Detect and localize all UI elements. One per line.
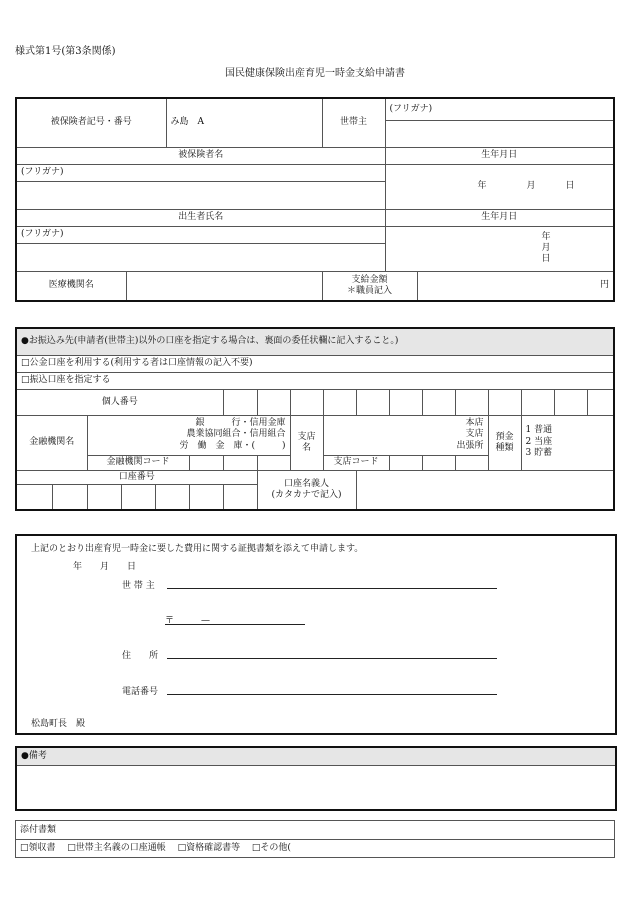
personal-number-digit[interactable] bbox=[389, 389, 422, 415]
household-head-furigana: (フリガナ) bbox=[385, 98, 614, 120]
personal-number-digit[interactable] bbox=[488, 389, 521, 415]
checkbox-specify-account[interactable] bbox=[21, 375, 30, 385]
account-number-digit[interactable] bbox=[189, 484, 223, 510]
insured-name-field[interactable] bbox=[16, 181, 385, 209]
month-label: 月 bbox=[541, 243, 551, 254]
personal-number-digit[interactable] bbox=[455, 389, 488, 415]
account-number-digit[interactable] bbox=[52, 484, 87, 510]
insured-furigana: (フリガナ) bbox=[16, 164, 385, 181]
insured-birth-label: 生年月日 bbox=[385, 147, 614, 164]
branch-code-digit[interactable] bbox=[455, 455, 488, 470]
financial-code-digit[interactable] bbox=[257, 455, 290, 470]
household-head-sign-label: 世 帯 主 bbox=[122, 581, 155, 591]
transfer-notice: ●お振込み先(申請者(世帯主)以外の口座を指定する場合は、裏面の委任状欄に記入すること。) bbox=[16, 328, 614, 355]
branch-type-options[interactable]: 本店 支店 出張所 bbox=[323, 415, 488, 455]
birth-person-name-field[interactable] bbox=[16, 243, 385, 271]
personal-number-digit[interactable] bbox=[257, 389, 290, 415]
household-head-name-field[interactable] bbox=[385, 120, 614, 147]
account-number-label: 口座番号 bbox=[16, 470, 257, 484]
statement-text: 上記のとおり出産育児一時金に要した費用に関する証拠書類を添えて申請します。 bbox=[31, 544, 364, 554]
financial-code-digit[interactable] bbox=[223, 455, 257, 470]
remarks-label: ●備考 bbox=[17, 748, 615, 766]
day-label: 日 bbox=[565, 181, 575, 192]
personal-number-digit[interactable] bbox=[290, 389, 323, 415]
personal-number-digit[interactable] bbox=[356, 389, 389, 415]
attachments-label: 添付書類 bbox=[16, 821, 615, 840]
bank-transfer-section bbox=[15, 327, 615, 511]
personal-number-digit[interactable] bbox=[422, 389, 455, 415]
day-label: 日 bbox=[541, 253, 551, 264]
insured-name-label: 被保険者名 bbox=[16, 147, 385, 164]
yen-label: 円 bbox=[599, 280, 609, 291]
attachments-section bbox=[15, 820, 615, 858]
branch-code-digit[interactable] bbox=[422, 455, 455, 470]
personal-number-digit[interactable] bbox=[587, 389, 614, 415]
checkbox-public-account[interactable] bbox=[21, 358, 30, 368]
address-label: 住 所 bbox=[122, 651, 159, 661]
checkbox-passbook[interactable] bbox=[67, 843, 76, 853]
medical-institution-label: 医療機関名 bbox=[16, 271, 126, 301]
financial-code-label: 金融機関コード bbox=[87, 455, 189, 470]
month-label: 月 bbox=[526, 181, 536, 192]
attachments-options: □ 領収書 □ 世帯主名義の口座通帳 □ 資格確認書等 □ その他( bbox=[16, 840, 615, 858]
personal-number-label: 個人番号 bbox=[16, 389, 223, 415]
birth-person-furigana: (フリガナ) bbox=[16, 226, 385, 243]
account-number-digit[interactable] bbox=[87, 484, 121, 510]
birth-person-birth-label: 生年月日 bbox=[385, 209, 614, 226]
account-holder-field[interactable] bbox=[356, 470, 614, 510]
birth-person-birth-date[interactable] bbox=[385, 226, 614, 271]
addressee: 松島町長 殿 bbox=[31, 719, 86, 729]
financial-code-digit[interactable] bbox=[189, 455, 223, 470]
personal-number-digit[interactable] bbox=[223, 389, 257, 415]
insured-birth-date[interactable] bbox=[385, 164, 614, 209]
remarks-section bbox=[15, 746, 617, 811]
insured-number-value[interactable]: み島 A bbox=[166, 98, 322, 147]
application-statement-section bbox=[15, 534, 617, 735]
remarks-field[interactable] bbox=[17, 766, 615, 808]
phone-label: 電話番号 bbox=[122, 687, 159, 697]
form-number: 様式第1号(第3条関係) bbox=[15, 46, 116, 57]
year-label: 年 bbox=[477, 181, 487, 192]
account-number-digit[interactable] bbox=[223, 484, 257, 510]
phone-line[interactable] bbox=[167, 694, 497, 695]
checkbox-qualification[interactable] bbox=[178, 843, 187, 853]
personal-number-digit[interactable] bbox=[554, 389, 587, 415]
branch-name-label: 支店名 bbox=[290, 415, 323, 470]
option-specify-account[interactable]: □ 振込口座を指定する bbox=[16, 372, 614, 389]
branch-code-digit[interactable] bbox=[389, 455, 422, 470]
account-number-digit[interactable] bbox=[16, 484, 52, 510]
application-date[interactable]: 年 月 日 bbox=[73, 562, 137, 572]
account-number-digit[interactable] bbox=[155, 484, 189, 510]
birth-person-label: 出生者氏名 bbox=[16, 209, 385, 226]
payment-amount-label: 支給金額 ＊職員記入 bbox=[322, 271, 417, 301]
checkbox-receipt[interactable] bbox=[20, 843, 29, 853]
form-title: 国民健康保険出産育児一時金支給申請書 bbox=[225, 68, 405, 79]
deposit-type-options[interactable]: 1 普通 2 当座 3 貯蓄 bbox=[521, 415, 614, 470]
branch-code-label: 支店コード bbox=[323, 455, 389, 470]
bank-type-options[interactable]: 銀 行・信用金庫 農業協同組合・信用組合 労 働 金 庫・( ) bbox=[87, 415, 290, 455]
option-public-account[interactable]: □ 公金口座を利用する(利用する者は口座情報の記入不要) bbox=[16, 355, 614, 372]
address-line[interactable] bbox=[167, 658, 497, 659]
postal-code: 〒 — bbox=[165, 616, 211, 626]
applicant-info-section bbox=[15, 97, 615, 302]
medical-institution-field[interactable] bbox=[126, 271, 322, 301]
personal-number-digit[interactable] bbox=[521, 389, 554, 415]
postal-code-line[interactable] bbox=[165, 624, 305, 625]
year-label: 年 bbox=[541, 232, 551, 243]
account-number-digit[interactable] bbox=[121, 484, 155, 510]
household-head-sign-line[interactable] bbox=[167, 588, 497, 589]
household-head-label: 世帯主 bbox=[322, 98, 385, 147]
personal-number-digit[interactable] bbox=[323, 389, 356, 415]
account-holder-label: 口座名義人 (カタカナで記入) bbox=[257, 470, 356, 510]
payment-amount-field[interactable] bbox=[417, 271, 614, 301]
deposit-type-label: 預金 種類 bbox=[488, 415, 521, 470]
insured-number-label: 被保険者記号・番号 bbox=[16, 98, 166, 147]
financial-institution-label: 金融機関名 bbox=[16, 415, 87, 470]
